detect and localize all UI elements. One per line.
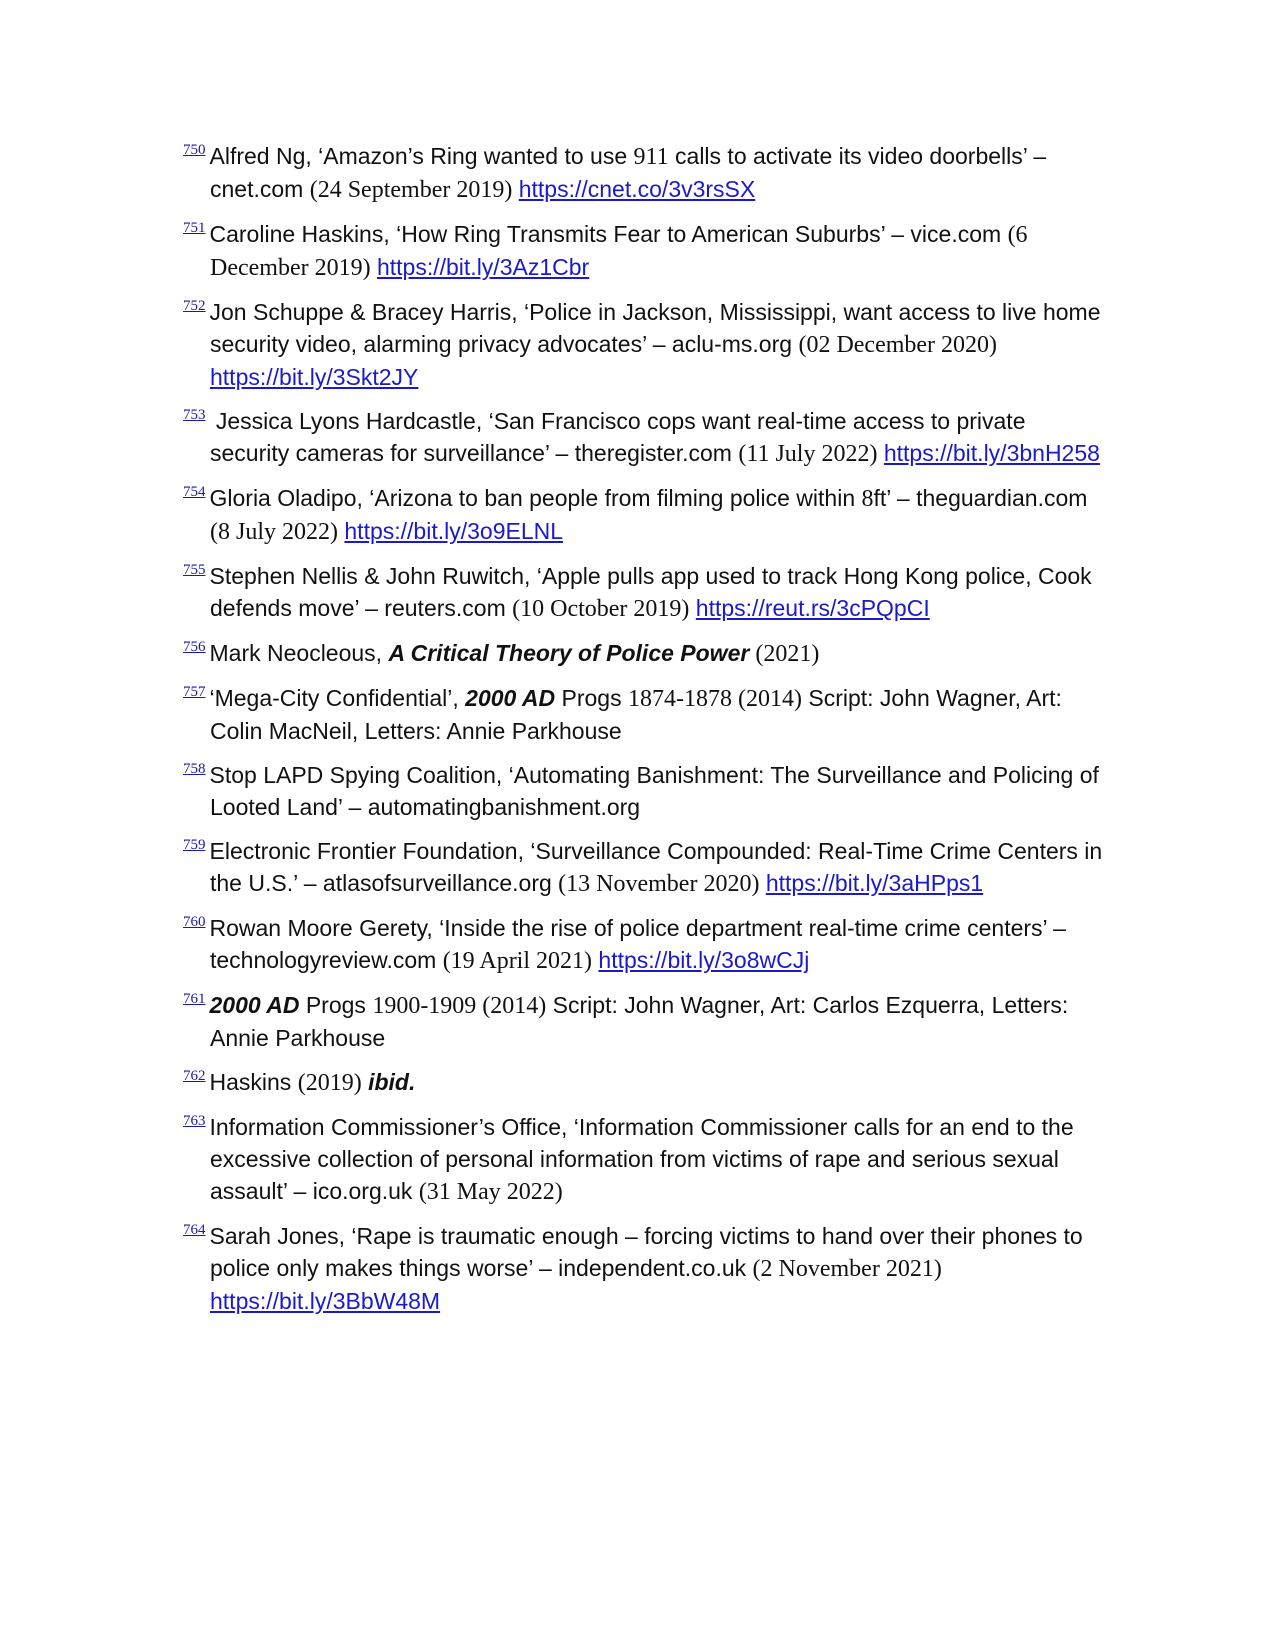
- footnote-date: (2 November 2021): [752, 1256, 942, 1282]
- footnote: [183, 759, 1103, 823]
- footnote-text: Sarah Jones, ‘Rape is traumatic enough – forcing victims to hand over their phones to police only makes things worse’ – independent.co.uk: [209, 1223, 1083, 1281]
- footnote-number-link[interactable]: 761: [183, 991, 206, 1007]
- footnote-number-link[interactable]: 755: [183, 562, 206, 578]
- footnote: [183, 405, 1103, 470]
- footnote-url-link[interactable]: https://bit.ly/3Az1Cbr: [376, 254, 590, 280]
- footnote-number-link[interactable]: 752: [183, 298, 206, 314]
- footnote-number-link[interactable]: 751: [183, 220, 206, 236]
- footnote-title: 2000 AD: [209, 992, 300, 1018]
- footnote-number-link[interactable]: 757: [183, 684, 206, 700]
- footnote-text: Stop LAPD Spying Coalition, ‘Automating Banishment: The Surveillance and Policing of Looted Land’ – automatingbanishment.org: [209, 762, 1099, 820]
- footnote: [183, 1220, 1103, 1317]
- footnote-url-link[interactable]: https://bit.ly/3o9ELNL: [344, 518, 564, 544]
- footnote-text: ‘Mega-City Confidential’,: [209, 685, 466, 711]
- footnote-text: Alfred Ng, ‘Amazon’s Ring wanted to use: [209, 143, 634, 169]
- footnote-text: Jessica Lyons Hardcastle, ‘San Francisco cops want real-time access to private security cameras for surveillance’ – theregister.com: [209, 408, 1026, 466]
- footnote-number-link[interactable]: 763: [183, 1113, 206, 1129]
- footnote-date: (10 October 2019): [512, 596, 690, 622]
- footnote-text: Progs: [299, 992, 373, 1018]
- footnote-number-link[interactable]: 759: [183, 837, 206, 853]
- footnote-date: (11 July 2022): [738, 441, 878, 467]
- footnote-number-text: 8: [861, 486, 874, 512]
- footnote-date: (8 July 2022): [210, 519, 338, 545]
- footnote: [183, 140, 1103, 206]
- footnote: [183, 1111, 1103, 1208]
- footnote: [183, 296, 1103, 393]
- footnote-title: ibid.: [368, 1069, 416, 1095]
- footnote: [183, 560, 1103, 625]
- footnote-title: 2000 AD: [465, 685, 556, 711]
- footnote-text: Jon Schuppe & Bracey Harris, ‘Police in Jackson, Mississippi, want access to live home security video, alarming privacy advocates’ – aclu-ms.org: [209, 299, 1101, 357]
- footnote: [183, 682, 1103, 747]
- footnote-number-link[interactable]: 760: [183, 914, 206, 930]
- footnote: [183, 637, 1103, 670]
- footnote: [183, 912, 1103, 977]
- footnote-text: Rowan Moore Gerety, ‘Inside the rise of police department real-time crime centers’ – technologyreview.com: [209, 915, 1066, 973]
- footnote-number-link[interactable]: 758: [183, 761, 206, 777]
- footnote-url-link[interactable]: https://bit.ly/3aHPps1: [765, 870, 984, 896]
- footnote-url-link[interactable]: https://bit.ly/3Skt2JY: [210, 364, 419, 390]
- footnote-number-link[interactable]: 754: [183, 484, 206, 500]
- footnote-text: ft’ – theguardian.com: [873, 485, 1088, 511]
- footnote-date: (2019): [297, 1070, 362, 1096]
- footnote-number-text: 911: [633, 144, 669, 170]
- footnote-number-link[interactable]: 762: [183, 1068, 206, 1084]
- footnote-title: A Critical Theory of Police Power: [388, 640, 750, 666]
- footnote-date: (24 September 2019): [309, 177, 513, 203]
- footnote-text: Gloria Oladipo, ‘Arizona to ban people from filming police within: [209, 485, 862, 511]
- footnote-number-link[interactable]: 753: [183, 407, 206, 423]
- footnote: [183, 1066, 1103, 1099]
- footnote-text: Information Commissioner’s Office, ‘Information Commissioner calls for an end to the excessive collection of personal information from victims of rape and serious sexual assault’ – ico.org.uk: [209, 1114, 1074, 1204]
- footnote-date: (02 December 2020): [798, 332, 998, 358]
- footnote-number-link[interactable]: 750: [183, 142, 206, 158]
- footnote-url-link[interactable]: https://bit.ly/3bnH258: [883, 440, 1100, 466]
- footnote: [183, 989, 1103, 1054]
- footnote-date: (2021): [749, 641, 820, 667]
- footnote-date: (13 November 2020): [558, 871, 760, 897]
- footnote-url-link[interactable]: https://bit.ly/3BbW48M: [210, 1288, 441, 1314]
- footnote-text: Electronic Frontier Foundation, ‘Surveillance Compounded: Real-Time Crime Centers in the U.S.’ – atlasofsurveillance.org: [209, 838, 1103, 896]
- footnote: [183, 835, 1103, 900]
- footnote-text: Mark Neocleous,: [209, 640, 389, 666]
- footnote-date: (6 December 2019): [210, 222, 1028, 281]
- footnote-text: Stephen Nellis & John Ruwitch, ‘Apple pulls app used to track Hong Kong police, Cook defends move’ – reuters.com: [209, 563, 1092, 621]
- footnote-number-link[interactable]: 764: [183, 1222, 206, 1238]
- footnote-text: Caroline Haskins, ‘How Ring Transmits Fear to American Suburbs’ – vice.com: [209, 221, 1008, 247]
- footnote-url-link[interactable]: https://reut.rs/3cPQpCI: [695, 595, 930, 621]
- footnote-text: Script: John Wagner, Art: Colin MacNeil, Letters: Annie Parkhouse: [210, 685, 1062, 744]
- footnote-text: Haskins: [209, 1069, 298, 1095]
- footnote: [183, 482, 1103, 548]
- footnote-number-link[interactable]: 756: [183, 639, 206, 655]
- footnote-url-link[interactable]: https://bit.ly/3o8wCJj: [598, 947, 810, 973]
- footnote: [183, 218, 1103, 284]
- footnote-url-link[interactable]: https://cnet.co/3v3rsSX: [518, 176, 756, 202]
- footnote-date: 1900-1909 (2014): [372, 993, 547, 1019]
- footnote-date: 1874-1878 (2014): [627, 686, 802, 712]
- footnote-text: Script: John Wagner, Art: Carlos Ezquerra, Letters: Annie Parkhouse: [210, 992, 1069, 1051]
- footnote-date: (19 April 2021): [442, 948, 593, 974]
- footnote-text: calls to activate its video doorbells’ – cnet.com: [210, 143, 1047, 202]
- footnote-date: (31 May 2022): [418, 1179, 563, 1205]
- footnotes-page: [183, 140, 1103, 1329]
- footnote-text: Progs: [555, 685, 628, 711]
